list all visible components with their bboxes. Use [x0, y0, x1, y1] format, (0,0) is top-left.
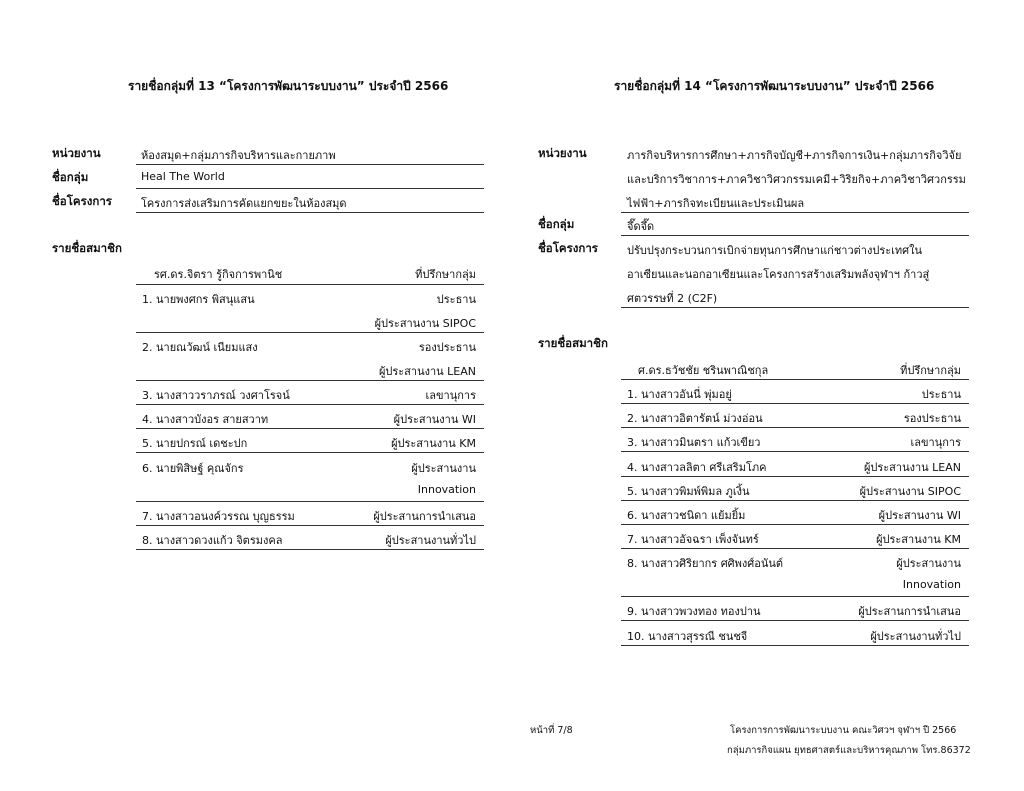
member-role-line2: Innovation: [902, 578, 961, 591]
list-item: [142, 386, 476, 404]
advisor-role: ที่ปรึกษากลุ่ม: [900, 364, 961, 377]
divider: [621, 596, 969, 597]
member-role: ผู้ประสานงาน: [411, 462, 476, 475]
member-role: ผู้ประสานงานทั่วไป: [385, 534, 476, 547]
divider: [621, 379, 969, 380]
divider: [621, 307, 969, 308]
divider: [621, 451, 969, 452]
member-role: ผู้ประสานงาน WI: [393, 413, 476, 426]
divider: [136, 501, 484, 502]
divider: [136, 284, 484, 285]
advisor-name: รศ.ดร.จิตรา รู้กิจการพานิช: [154, 268, 283, 281]
left-group-title: รายชื่อกลุ่มที่ 13 “โครงการพัฒนาระบบงาน” ประจำปี 2566: [128, 79, 449, 93]
left-members-label: รายชื่อสมาชิก: [52, 241, 122, 255]
member-name: 4. นางสาวลลิตา ศรีเสริมโภค: [627, 461, 767, 474]
list-item: [627, 482, 961, 500]
member-name: 9. นางสาวพวงทอง ทองปาน: [627, 605, 761, 618]
member-name: 1. นางสาวอันนี่ พุ่มอยู่: [627, 388, 732, 401]
list-item: [142, 507, 476, 525]
member-name: 7. นางสาวอนงค์วรรณ บุญธรรม: [142, 510, 295, 523]
list-item: [627, 385, 961, 403]
member-name: 2. นายณวัฒน์ เนียมแสง: [142, 341, 258, 354]
right-group-title: รายชื่อกลุ่มที่ 14 “โครงการพัฒนาระบบงาน” ประจำปี 2566: [614, 79, 935, 93]
divider: [136, 452, 484, 453]
left-unit-value: ห้องสมุด+กลุ่มภารกิจบริหารและกายภาพ: [141, 149, 336, 162]
right-unit-label: หน่วยงาน: [538, 146, 587, 160]
list-item: [627, 530, 961, 548]
member-role: ผู้ประสานงาน KM: [391, 437, 476, 450]
member-role: ผู้ประสานงานทั่วไป: [870, 630, 961, 643]
divider: [136, 549, 484, 550]
member-name: 10. นางสาวสุรรณี ชนชจี: [627, 630, 748, 643]
left-unit-label: หน่วยงาน: [52, 146, 101, 160]
advisor-name: ศ.ดร.ธวัชชัย ชรินพาณิชกุล: [638, 364, 769, 377]
list-item: [142, 338, 476, 356]
right-unit-line: ไฟฟ้า+ภารกิจทะเบียนและประเมินผล: [627, 197, 805, 210]
member-name: 7. นางสาวอัจฉรา เพ็งจันทร์: [627, 533, 759, 546]
list-item: [627, 627, 961, 645]
member-role: ผู้ประสานงาน: [896, 557, 961, 570]
right-group-value: จึ๊ดจึ๊ด: [627, 220, 655, 233]
member-name: 6. นางสาวชนิดา แย้มยิ้ม: [627, 509, 746, 522]
right-unit-line: ภารกิจบริหารการศึกษา+ภารกิจบัญชี+ภารกิจการเงิน+กลุ่มภารกิจวิจัย: [627, 149, 962, 162]
list-item: [627, 554, 961, 572]
footer-line1: โครงการการพัฒนาระบบงาน คณะวิศวฯ จุฬาฯ ปี 2566: [730, 725, 957, 736]
left-advisor-row: [154, 265, 476, 283]
member-role: เลขานุการ: [425, 389, 476, 402]
member-role: ผู้ประสานงาน SIPOC: [859, 485, 961, 498]
list-item: [142, 531, 476, 549]
advisor-role: ที่ปรึกษากลุ่ม: [415, 268, 476, 281]
left-group-label: ชื่อกลุ่ม: [52, 170, 89, 184]
divider: [136, 212, 484, 213]
member-name: 3. นางสาวมินตรา แก้วเขียว: [627, 436, 761, 449]
divider: [621, 427, 969, 428]
member-name: 2. นางสาวอิตารัตน์ ม่วงอ่อน: [627, 412, 763, 425]
footer-line2: กลุ่มภารกิจแผน ยุทธศาสตร์และบริหารคุณภาพ โทร.86372: [727, 745, 971, 756]
divider: [136, 164, 484, 165]
divider: [136, 380, 484, 381]
divider: [136, 428, 484, 429]
right-members-label: รายชื่อสมาชิก: [538, 336, 608, 350]
divider: [621, 524, 969, 525]
member-role: ประธาน: [921, 388, 961, 401]
divider: [621, 212, 969, 213]
member-name: 8. นางสาวดวงแก้ว จิตรมงคล: [142, 534, 283, 547]
divider: [621, 548, 969, 549]
member-role: ผู้ประสานงาน KM: [876, 533, 961, 546]
right-unit-line: และบริการวิชาการ+ภาควิชาวิศวกรรมเคมี+วิริยกิจ+ภาควิชาวิศวกรรม: [627, 173, 966, 186]
member-role: รองประธาน: [418, 341, 476, 354]
page-number: หน้าที่ 7/8: [530, 725, 573, 736]
member-role-line2: ผู้ประสานงาน LEAN: [378, 365, 476, 378]
list-item: [627, 506, 961, 524]
right-project-line: ปรับปรุงกระบวนการเบิกจ่ายทุนการศึกษาแก่ชาวต่างประเทศใน: [627, 244, 923, 257]
left-group-value: Heal The World: [141, 170, 225, 183]
member-role: ผู้ประสานการนำเสนอ: [858, 605, 961, 618]
divider: [621, 403, 969, 404]
divider: [621, 500, 969, 501]
list-item: [627, 602, 961, 620]
list-item: [627, 433, 961, 451]
divider: [621, 645, 969, 646]
list-item: [142, 434, 476, 452]
member-name: 8. นางสาวศิริยากร ศศิพงศ์อนันต์: [627, 557, 784, 570]
right-project-label: ชื่อโครงการ: [538, 241, 598, 255]
divider: [621, 235, 969, 236]
list-item: [142, 290, 476, 308]
divider: [136, 188, 484, 189]
right-group-label: ชื่อกลุ่ม: [538, 217, 575, 231]
member-name: 3. นางสาววราภรณ์ วงศาโรจน์: [142, 389, 290, 402]
left-project-label: ชื่อโครงการ: [52, 194, 112, 208]
list-item: [142, 459, 476, 477]
divider: [136, 404, 484, 405]
member-name: 4. นางสาวบังอร สายสวาท: [142, 413, 269, 426]
member-role: เลขานุการ: [910, 436, 961, 449]
right-advisor-row: [638, 361, 961, 379]
divider: [621, 620, 969, 621]
member-role: ผู้ประสานงาน LEAN: [863, 461, 961, 474]
list-item: [142, 410, 476, 428]
list-item: [627, 458, 961, 476]
member-role-line2: Innovation: [417, 483, 476, 496]
member-name: 5. นางสาวพิมพ์พิมล ภูเงิ้น: [627, 485, 750, 498]
member-role: ผู้ประสานงาน WI: [878, 509, 961, 522]
member-role: ผู้ประสานการนำเสนอ: [373, 510, 476, 523]
member-name: 5. นายปกรณ์ เดชะปก: [142, 437, 248, 450]
divider: [136, 332, 484, 333]
right-project-line: ศตวรรษที่ 2 (C2F): [627, 292, 718, 305]
left-project-value: โครงการส่งเสริมการคัดแยกขยะในห้องสมุด: [141, 197, 347, 210]
member-name: 1. นายพงศกร พิสนุแสน: [142, 293, 255, 306]
member-role-line2: ผู้ประสานงาน SIPOC: [374, 317, 476, 330]
member-name: 6. นายพิสิษฐ์ คุณจักร: [142, 462, 244, 475]
list-item: [627, 409, 961, 427]
right-project-line: อาเซียนและนอกอาเซียนและโครงการสร้างเสริมพลังจุฬาฯ ก้าวสู่: [627, 268, 930, 281]
member-role: รองประธาน: [903, 412, 961, 425]
member-role: ประธาน: [436, 293, 476, 306]
divider: [136, 525, 484, 526]
divider: [621, 476, 969, 477]
